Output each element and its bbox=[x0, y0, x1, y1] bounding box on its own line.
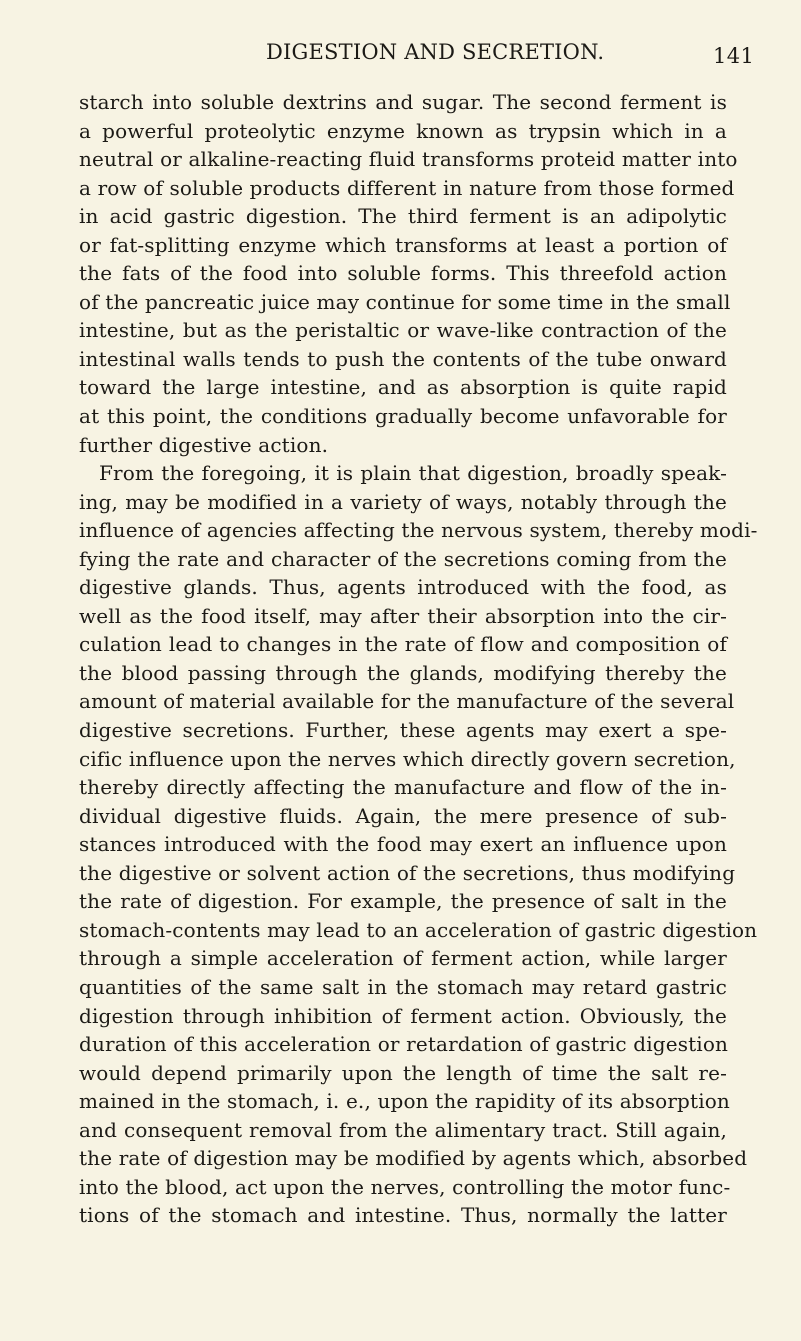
text-line: digestive secretions. Further, these agents may exert a spe- bbox=[79, 718, 727, 743]
text-line: tions of the stomach and intestine. Thus, normally the latter bbox=[79, 1203, 727, 1228]
text-line: duration of this acceleration or retardation of gastric digestion bbox=[79, 1032, 729, 1057]
text-line: the fats of the food into soluble forms. This threefold action bbox=[79, 261, 727, 286]
text-line: cific influence upon the nerves which directly govern secretion, bbox=[79, 746, 736, 771]
text-line: at this point, the conditions gradually become unfavorable for bbox=[79, 404, 727, 429]
text-line: through a simple acceleration of ferment action, while larger bbox=[79, 946, 727, 971]
text-line: a row of soluble products different in nature from those formed bbox=[79, 175, 735, 200]
text-line: culation lead to changes in the rate of flow and composition of bbox=[79, 632, 727, 657]
text-line: the rate of digestion. For example, the presence of salt in the bbox=[79, 889, 727, 914]
text-line: neutral or alkaline-reacting fluid transforms proteid matter into bbox=[79, 147, 738, 172]
text-line: quantities of the same salt in the stomach may retard gastric bbox=[79, 974, 727, 999]
text-line: into the blood, act upon the nerves, controlling the motor func- bbox=[79, 1174, 731, 1199]
text-line: ing, may be modified in a variety of ways, notably through the bbox=[79, 489, 727, 514]
page-number: 141 bbox=[713, 44, 755, 68]
text-line: further digestive action. bbox=[79, 432, 329, 457]
text-line: well as the food itself, may after their absorption into the cir- bbox=[79, 603, 727, 628]
text-line: of the pancreatic juice may continue for some time in the small bbox=[79, 289, 731, 314]
text-line: digestion through inhibition of ferment action. Obviously, the bbox=[79, 1003, 727, 1028]
text-line: the rate of digestion may be modified by agents which, absorbed bbox=[79, 1146, 748, 1171]
running-head bbox=[266, 42, 726, 72]
text-line: and consequent removal from the alimentary tract. Still again, bbox=[79, 1117, 727, 1142]
running-title: DIGESTION AND SECRETION. bbox=[266, 40, 605, 64]
text-line: in acid gastric digestion. The third ferment is an adipolytic bbox=[79, 204, 727, 229]
text-line: intestinal walls tends to push the contents of the tube onward bbox=[79, 346, 727, 371]
text-line: toward the large intestine, and as absorption is quite rapid bbox=[79, 375, 727, 400]
text-line: intestine, but as the peristaltic or wave-like contraction of the bbox=[79, 318, 727, 343]
text-line: the blood passing through the glands, modifying thereby the bbox=[79, 660, 727, 685]
text-line: stances introduced with the food may exert an influence upon bbox=[79, 832, 727, 857]
text-line: a powerful proteolytic enzyme known as trypsin which in a bbox=[79, 118, 727, 143]
text-line: stomach-contents may lead to an acceleration of gastric digestion bbox=[79, 917, 758, 942]
text-line: digestive glands. Thus, agents introduced with the food, as bbox=[79, 575, 727, 600]
text-line: From the foregoing, it is plain that digestion, broadly speak- bbox=[99, 461, 727, 486]
text-line: the digestive or solvent action of the secretions, thus modifying bbox=[79, 860, 736, 885]
text-line: amount of material available for the manufacture of the several bbox=[79, 689, 735, 714]
text-line: influence of agencies affecting the nervous system, thereby modi- bbox=[79, 518, 758, 543]
text-line: starch into soluble dextrins and sugar. The second ferment is bbox=[79, 90, 727, 114]
text-line: thereby directly affecting the manufacture and flow of the in- bbox=[79, 775, 727, 800]
body-text bbox=[79, 88, 758, 1230]
text-line: or fat-splitting enzyme which transforms at least a portion of bbox=[79, 232, 727, 257]
text-line: dividual digestive fluids. Again, the mere presence of sub- bbox=[79, 803, 727, 828]
text-line: would depend primarily upon the length of time the salt re- bbox=[79, 1060, 727, 1085]
text-line: fying the rate and character of the secretions coming from the bbox=[79, 546, 727, 571]
text-line: mained in the stomach, i. e., upon the rapidity of its absorption bbox=[79, 1089, 730, 1114]
